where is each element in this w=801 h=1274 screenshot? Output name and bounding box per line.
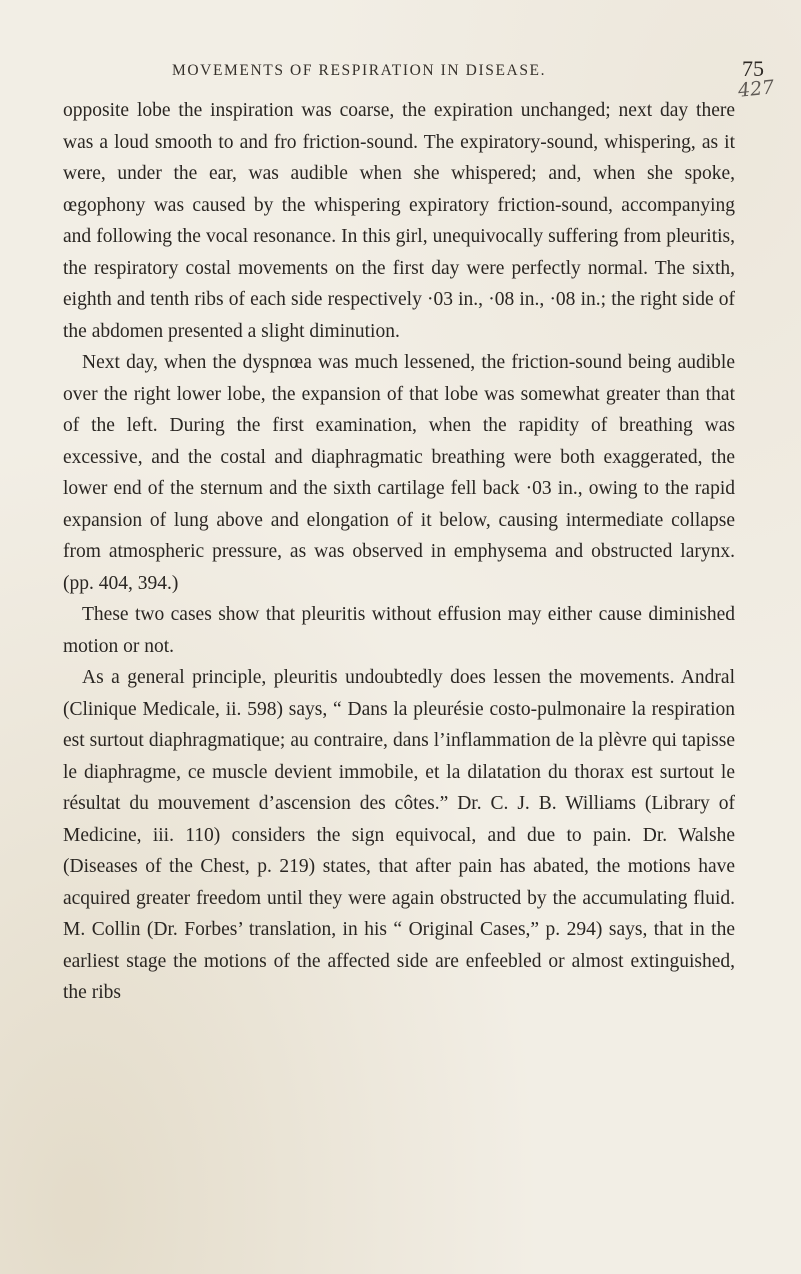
handwritten-note: 427 [736, 76, 776, 102]
paragraph: These two cases show that pleuritis without effusion may either cause diminished motion or not. [63, 604, 735, 657]
paragraph: As a general principle, pleuritis undoubtedly does lessen the movements. Andral (Clinique Medicale, ii. 598) says, “ Dans la pleurésie costo-pulmonaire la respiration est surtout diaphragmatique; au contraire, dans l’inflammation de la plèvre qui tapisse le diaphragme, ce muscle devient immobile, et la dilatation du thorax est surtout le résultat du mouvement d’ascension des côtes.” Dr. C. J. B. Williams (Library of Medicine, iii. 110) considers the sign equivocal, and due to pain. Dr. Walshe (Diseases of the Chest, p. 219) states, that after pain has abated, the motions have acquired greater freedom until they were again obstructed by the accumulating fluid. M. Collin (Dr. Forbes’ translation, in his “ Original Cases,” p. 294) says, that in the earliest stage the motions of the affected side are enfeebled or almost extinguished, the ribs [63, 667, 735, 1003]
body-text [63, 95, 735, 1009]
paragraph: opposite lobe the inspiration was coarse, the expiration unchanged; next day there was a loud smooth to and fro friction-sound. The expiratory-sound, whispering, as it were, under the ear, was audible when she whispered; and, when she spoke, œgophony was caused by the whispering expiratory friction-sound, accompanying and following the vocal resonance. In this girl, unequivocally suffering from pleuritis, the respiratory costal movements on the first day were perfectly normal. The sixth, eighth and tenth ribs of each side respectively ·03 in., ·08 in., ·08 in.; the right side of the abdomen presented a slight diminution. [63, 100, 735, 342]
running-head: MOVEMENTS OF RESPIRATION IN DISEASE. [172, 62, 547, 79]
page-number: 75 [742, 56, 764, 81]
paragraph: Next day, when the dyspnœa was much lessened, the friction-sound being audible over the right lower lobe, the expansion of that lobe was somewhat greater than that of the left. During the first examination, when the rapidity of breathing was excessive, and the costal and diaphragmatic breathing were both exaggerated, the lower end of the sternum and the sixth cartilage fell back ·03 in., owing to the rapid expansion of lung above and elongation of it below, causing intermediate collapse from atmospheric pressure, as was observed in emphysema and obstructed larynx. (pp. 404, 394.) [63, 352, 735, 594]
